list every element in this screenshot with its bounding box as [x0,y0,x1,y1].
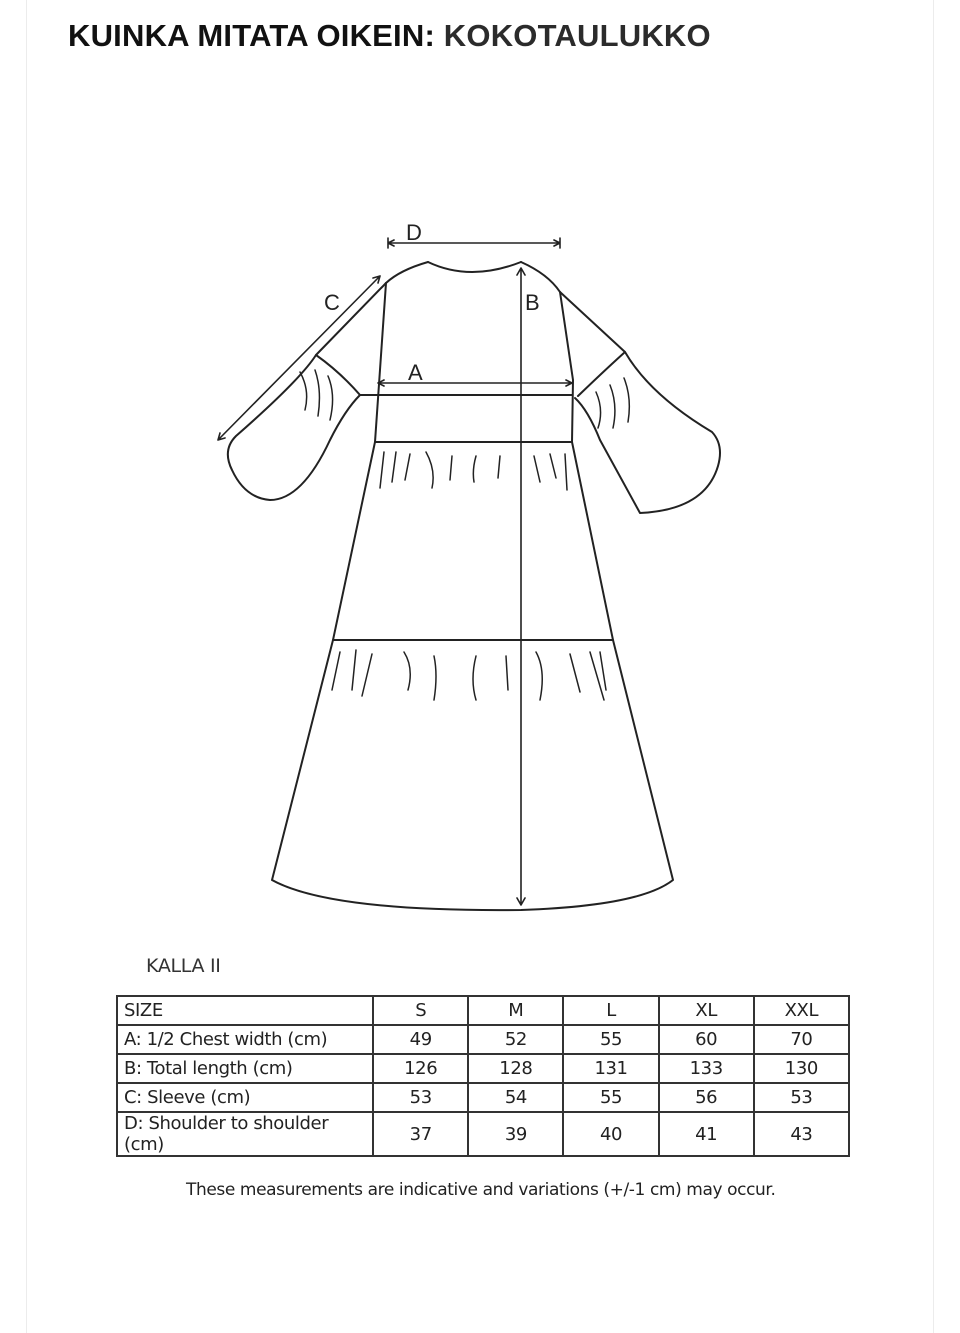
cell-value: 41 [659,1112,754,1156]
bodice-left-side [375,283,386,442]
cell-value: 70 [754,1025,849,1054]
table-row [117,1025,849,1054]
right-sleeve [560,292,720,513]
size-table-header [117,996,849,1025]
size-table [116,995,850,1157]
page-title-main: KUINKA MITATA OIKEIN: [68,18,435,53]
right-sleeve-cuff [578,352,625,396]
label-b: B [525,290,540,315]
header-m: M [468,996,563,1025]
cell-value: 54 [468,1083,563,1112]
table-row [117,1083,849,1112]
table-row [117,1054,849,1083]
cell-value: 55 [563,1083,658,1112]
header-s: S [373,996,468,1025]
neckline [428,262,521,272]
bodice-right-side [560,292,573,442]
cell-value: 56 [659,1083,754,1112]
measurement-note: These measurements are indicative and variations (+/-1 cm) may occur. [186,1180,776,1200]
cell-value: 53 [754,1083,849,1112]
measurement-arrows [218,238,572,905]
header-size: SIZE [117,996,373,1025]
left-sleeve-cuff [316,355,360,395]
row-label: A: 1/2 Chest width (cm) [117,1025,373,1054]
header-xl: XL [659,996,754,1025]
label-c: C [324,290,340,315]
cell-value: 60 [659,1025,754,1054]
label-a: A [408,360,423,385]
cell-value: 130 [754,1054,849,1083]
product-name: KALLA II [146,955,221,977]
header-xxl: XXL [754,996,849,1025]
cell-value: 55 [563,1025,658,1054]
header-l: L [563,996,658,1025]
cell-value: 43 [754,1112,849,1156]
cell-value: 40 [563,1112,658,1156]
right-shoulder [521,262,560,292]
cell-value: 133 [659,1054,754,1083]
cell-value: 52 [468,1025,563,1054]
arrow-b [517,268,525,905]
label-d: D [406,220,422,245]
cell-value: 126 [373,1054,468,1083]
left-shoulder [386,262,428,283]
arrow-c [218,276,380,440]
row-label: C: Sleeve (cm) [117,1083,373,1112]
dress-measurement-diagram [200,210,740,930]
page-title-sub: KOKOTAULUKKO [443,18,711,53]
row-label: B: Total length (cm) [117,1054,373,1083]
cell-value: 49 [373,1025,468,1054]
row-label: D: Shoulder to shoulder (cm) [117,1112,373,1156]
cell-value: 128 [468,1054,563,1083]
table-row [117,1112,849,1156]
cell-value: 39 [468,1112,563,1156]
cell-value: 53 [373,1083,468,1112]
page-title [68,16,711,56]
cell-value: 131 [563,1054,658,1083]
cell-value: 37 [373,1112,468,1156]
